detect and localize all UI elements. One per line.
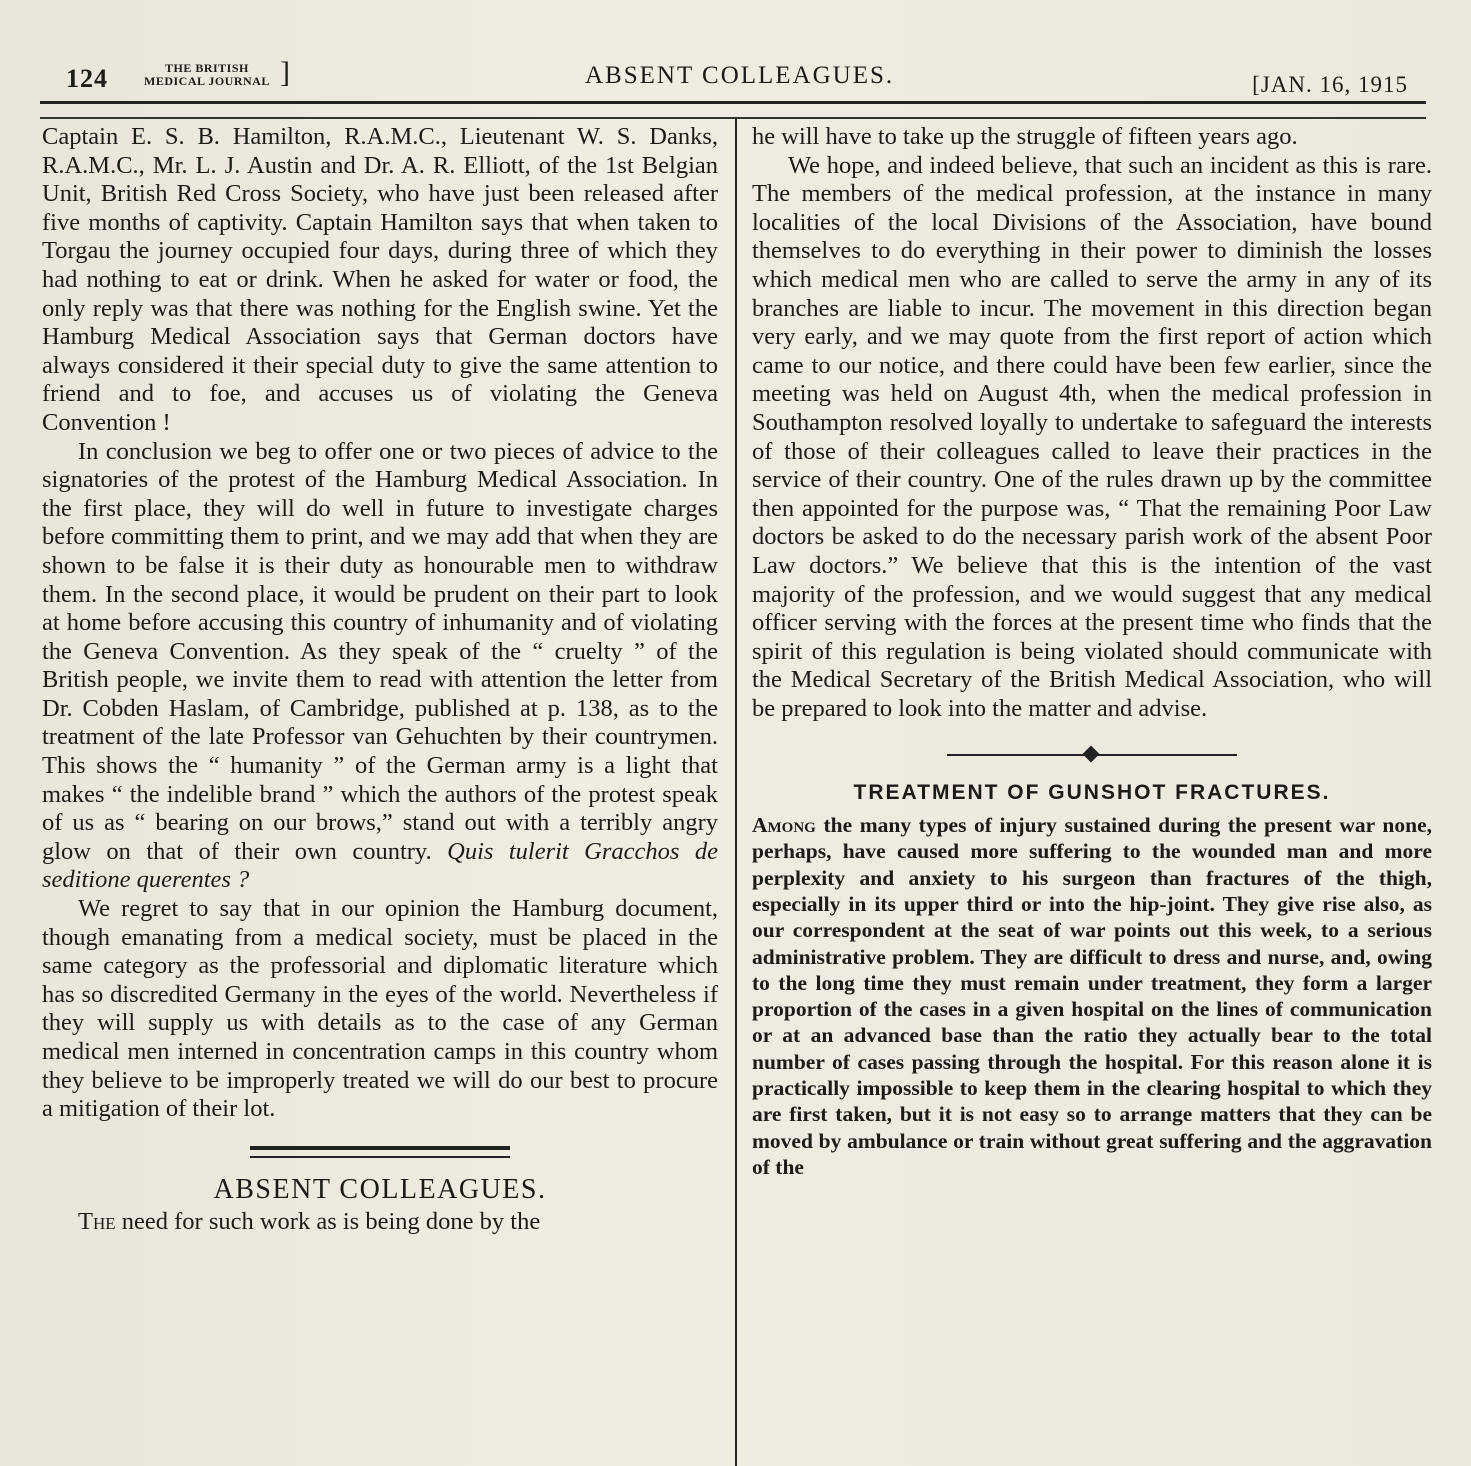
article-heading: TREATMENT OF GUNSHOT FRACTURES.: [853, 781, 1331, 805]
page-header: [40, 58, 1426, 98]
latin-quotation: Quis tulerit Gracchos de seditione querentes ?: [42, 837, 718, 894]
running-title: ABSENT COLLEAGUES.: [585, 62, 895, 89]
section-separator: [250, 1146, 510, 1158]
right-paragraph-1: he will have to take up the struggle of fifteen years ago.: [752, 123, 1298, 150]
journal-name: [144, 62, 270, 88]
section-opening: [42, 1208, 718, 1237]
right-paragraph-2: We hope, and indeed believe, that such an incident as this is rare. The members of the medical profession, at the instance in many localities of the local Divisions of the Association, have bound themselves to do everything in their power to diminish the losses which medical men who are called to serve the army in any of its branches are liable to incur. The movement in this direction began very early, and we may quote from the first report of action which came to our notice, and there could have been few earlier, since the meeting was held on August 4th, when the medical profession in Southampton resolved loyally to undertake to safeguard the interests of those of their colleagues called to leave their practices in the service of their country. One of the rules drawn up by the committee then appointed for the purpose was, “ That the remaining Poor Law doctors be asked to do the necessary parish work of the absent Poor Law doctors.” We believe that this is the intention of the vast majority of the profession, and we would suggest that any medical officer serving with the forces at the present time who finds that the spirit of this regulation is being violated should communicate with the Medical Secretary of the British Medical Association, who will be prepared to look into the matter and advise.: [752, 151, 1432, 722]
journal-name-line2: MEDICAL JOURNAL: [144, 74, 270, 88]
header-rule: [40, 101, 1426, 104]
left-paragraph-3: We regret to say that in our opinion the Hamburg document, though emanating from a medical society, must be placed in the same category as the professorial and diplomatic literature which has so discredited Germany in the eyes of the world. Nevertheless if they will supply us with details as to the case of any German medical men interned in concentration camps in this country whom they believe to be improperly treated we will do our best to procure a mitigation of their lot.: [42, 895, 718, 1123]
ornamental-rule: [947, 745, 1237, 765]
journal-name-line1: THE BRITISH: [164, 61, 249, 75]
section-opening-text: need for such work as is being done by the: [115, 1208, 541, 1236]
left-paragraph-2-text: In conclusion we beg to offer one or two pieces of advice to the signatories of the protest of the Hamburg Medical Association. In the first place, they will do well in future to investigate charges before committing them to print, and we may add that when they are shown to be false it is their duty as honourable men to withdraw them. In the second place, it would be prudent on their part to look at home before accusing this country of inhumanity and of violating the Geneva Convention. As they speak of the “ cruelty ” of the British people, we invite them to read with attention the letter from Dr. Cobden Haslam, of Cambridge, published at p. 138, as to the treatment of the late Professor van Gehuchten by their countrymen. This shows the “ humanity ” of the German army is a light that makes “ the indelible brand ” which the authors of the protest speak of us as “ bearing on our brows,” stand out with a terribly angry glow on that of their own country.: [42, 437, 718, 865]
left-paragraph-2: [42, 438, 718, 896]
article-lead-caps: Among: [752, 813, 816, 838]
journal-bracket: ]: [280, 56, 290, 89]
section-lead-caps: The: [78, 1208, 116, 1236]
diamond-ornament-icon: [1083, 746, 1100, 763]
left-column: [42, 123, 718, 1237]
article-body-text: the many types of injury sustained during the present war none, perhaps, have caused more suffering to the wounded man and more perplexity and anxiety to his surgeon than fractures of the thigh, especially in its upper third or into the hip-joint. They give rise also, as our correspondent at the seat of war points out this week, to a serious administrative problem. They are difficult to dress and nurse, and, owing to the long time they must remain under treatment, they form a larger proportion of the cases in a given hospital on the lines of communication or at an advanced base than the ratio they actually bear to the total number of cases passing through the hospital. For this reason alone it is practically impossible to keep them in the clearing hospital to which they are first taken, but it is not easy so to arrange matters that they can be moved by ambulance or train without great suffering and the aggravation of the: [752, 813, 1432, 1179]
section-heading: ABSENT COLLEAGUES.: [213, 1173, 547, 1205]
right-column: [752, 123, 1432, 1180]
column-divider: [735, 118, 737, 1466]
left-paragraph-1: Captain E. S. B. Hamilton, R.A.M.C., Lieutenant W. S. Danks, R.A.M.C., Mr. L. J. Austin and Dr. A. R. Elliott, of the 1st Belgian Unit, British Red Cross Society, who have just been released after five months of captivity. Captain Hamilton says that when taken to Torgau the journey occupied four days, during three of which they had nothing to eat or drink. When he asked for water or food, the only reply was that there was nothing for the English swine. Yet the Hamburg Medical Association says that German doctors have always considered it their special duty to give the same attention to friend and to foe, and accuses us of violating the Geneva Convention !: [42, 123, 718, 436]
issue-date: [JAN. 16, 1915: [1252, 72, 1408, 97]
article-body: [752, 812, 1432, 1180]
header-rule-lower: [40, 117, 1426, 119]
page-number: 124: [66, 64, 108, 93]
